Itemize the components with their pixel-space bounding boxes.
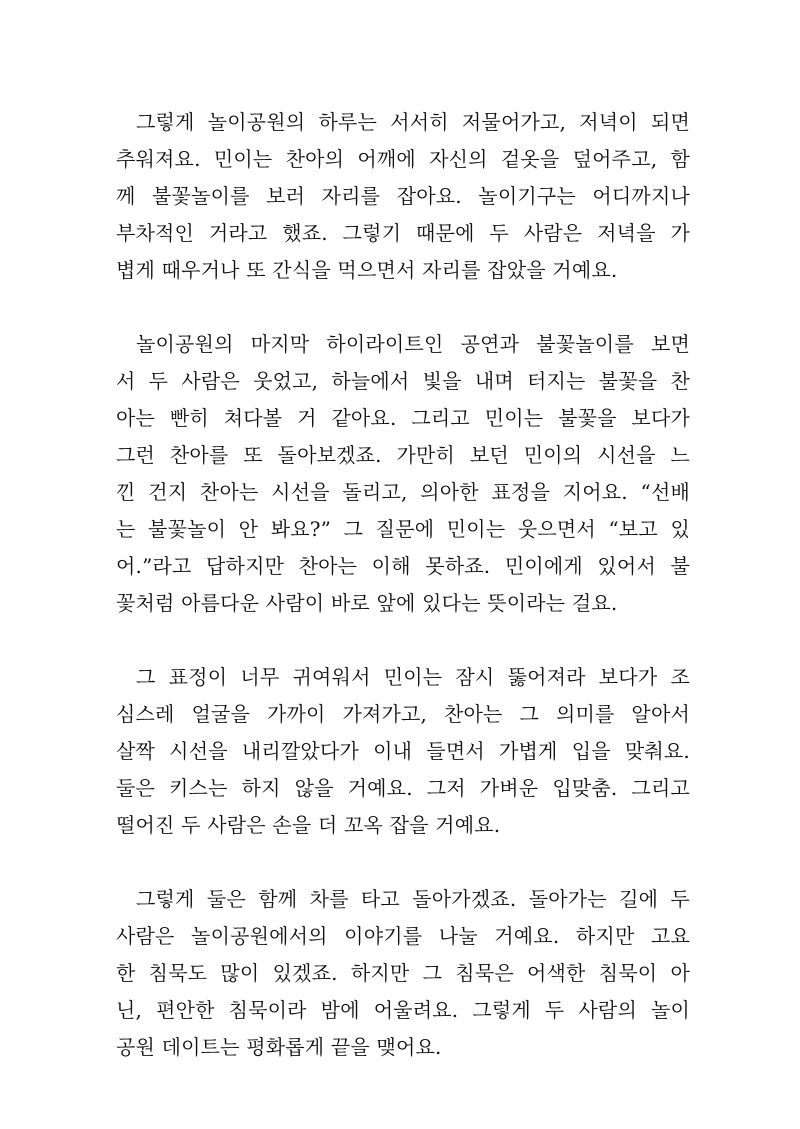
text-line: 놀이공원의 마지막 하이라이트인 공연과 불꽃놀이를 보면: [136, 332, 690, 356]
text-line: 그 표정이 너무 귀여워서 민이는 잠시 뚫어져라 보다가 조: [136, 665, 690, 689]
text-line: 닌, 편안한 침묵이라 밤에 어울려요. 그렇게 두 사람의 놀이: [116, 998, 690, 1022]
text-line: 그렇게 둘은 함께 차를 타고 돌아가겠죠. 돌아가는 길에 두: [136, 887, 690, 911]
text-line: 께 불꽃놀이를 보러 자리를 잡아요. 놀이기구는 어디까지나: [116, 184, 690, 208]
body-text: [116, 104, 690, 1103]
text-line: 사람은 놀이공원에서의 이야기를 나눌 거예요. 하지만 고요: [116, 924, 690, 948]
text-line: 볍게 때우거나 또 간식을 먹으면서 자리를 잡았을 거예요.: [116, 258, 618, 282]
paragraph-1: [116, 104, 690, 289]
text-line: 그런 찬아를 또 돌아보겠죠. 가만히 보던 민이의 시선을 느: [116, 443, 690, 467]
text-line: 떨어진 두 사람은 손을 더 꼬옥 잡을 거예요.: [116, 813, 501, 837]
text-line: 서 두 사람은 웃었고, 하늘에서 빛을 내며 터지는 불꽃을 찬: [116, 369, 690, 393]
text-line: 아는 빤히 쳐다볼 거 같아요. 그리고 민이는 불꽃을 보다가: [116, 406, 690, 430]
paragraph-2: [116, 326, 690, 622]
text-line: 꽃처럼 아름다운 사람이 바로 앞에 있다는 뜻이라는 걸요.: [116, 591, 618, 615]
text-line: 한 침묵도 많이 있겠죠. 하지만 그 침묵은 어색한 침묵이 아: [116, 961, 690, 985]
text-line: 는 불꽃놀이 안 봐요?” 그 질문에 민이는 웃으면서 “보고 있: [116, 517, 690, 541]
text-line: 둘은 키스는 하지 않을 거예요. 그저 가벼운 입맞춤. 그리고: [116, 776, 690, 800]
text-line: 살짝 시선을 내리깔았다가 이내 들면서 가볍게 입을 맞춰요.: [116, 739, 690, 763]
text-line: 부차적인 거라고 했죠. 그렇기 때문에 두 사람은 저녁을 가: [116, 221, 690, 245]
paragraph-3: [116, 659, 690, 844]
text-line: 추워져요. 민이는 찬아의 어깨에 자신의 겉옷을 덮어주고, 함: [116, 147, 690, 171]
text-line: 그렇게 놀이공원의 하루는 서서히 저물어가고, 저녁이 되면: [136, 110, 690, 134]
text-line: 심스레 얼굴을 가까이 가져가고, 찬아는 그 의미를 알아서: [116, 702, 690, 726]
text-line: 낀 건지 찬아는 시선을 돌리고, 의아한 표정을 지어요. “선배: [116, 480, 690, 504]
paragraph-4: [116, 881, 690, 1066]
text-line: 공원 데이트는 평화롭게 끝을 맺어요.: [116, 1035, 442, 1059]
text-line: 어.”라고 답하지만 찬아는 이해 못하죠. 민이에게 있어서 불: [116, 554, 690, 578]
